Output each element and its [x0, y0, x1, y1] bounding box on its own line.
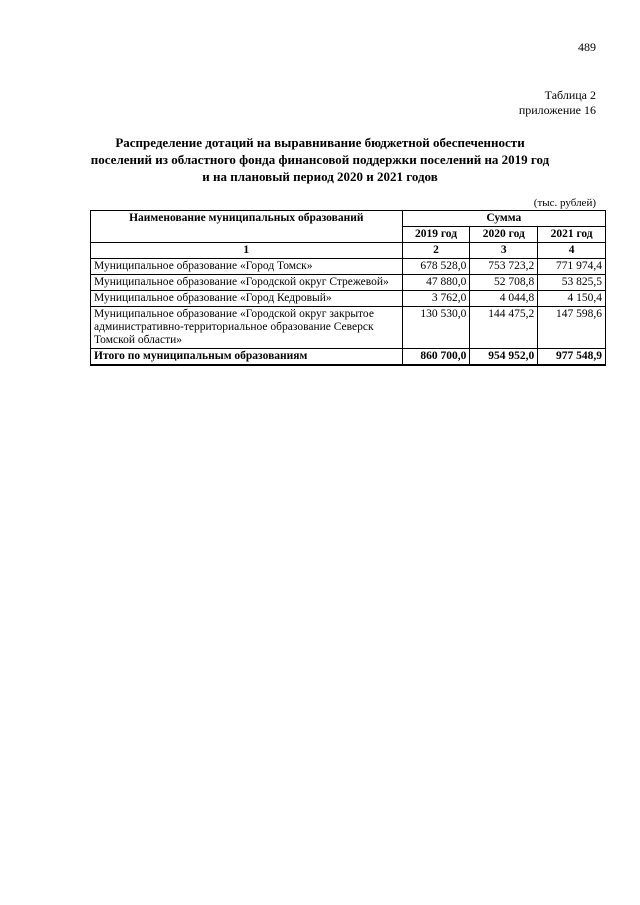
- value-2020: 4 044,8: [470, 291, 538, 307]
- title-line-1: Распределение дотаций на выравнивание бюджетной обеспеченности: [115, 135, 525, 150]
- value-2021: 4 150,4: [538, 291, 606, 307]
- table-row: [91, 275, 606, 291]
- header-name: Наименование муниципальных образований: [91, 211, 403, 243]
- value-2020: 144 475,2: [470, 307, 538, 349]
- value-2020: 753 723,2: [470, 259, 538, 275]
- appendix-label: приложение 16: [518, 103, 596, 117]
- total-row: [91, 349, 606, 366]
- subsidy-table: [90, 210, 606, 366]
- header-sum: Сумма: [402, 211, 605, 227]
- value-2021: 771 974,4: [538, 259, 606, 275]
- column-number: 2: [402, 243, 470, 259]
- total-2019: 860 700,0: [402, 349, 470, 366]
- table-row: [91, 307, 606, 349]
- year-2020: 2020 год: [470, 227, 538, 243]
- municipality-name: Муниципальное образование «Городской округ Стрежевой»: [91, 275, 403, 291]
- column-number: 4: [538, 243, 606, 259]
- title-line-3: и на плановый период 2020 и 2021 годов: [202, 169, 438, 184]
- page-number: 489: [578, 40, 596, 54]
- column-numbers-row: [91, 243, 606, 259]
- municipality-name: Муниципальное образование «Город Кедровый»: [91, 291, 403, 307]
- table-label: Таблица 2: [544, 88, 596, 102]
- table-row: [91, 291, 606, 307]
- value-2020: 52 708,8: [470, 275, 538, 291]
- document-title: [60, 134, 580, 185]
- value-2019: 3 762,0: [402, 291, 470, 307]
- header-row: [91, 211, 606, 227]
- value-2021: 53 825,5: [538, 275, 606, 291]
- municipality-name: Муниципальное образование «Город Томск»: [91, 259, 403, 275]
- total-2021: 977 548,9: [538, 349, 606, 366]
- column-number: 1: [91, 243, 403, 259]
- value-2019: 678 528,0: [402, 259, 470, 275]
- value-2019: 130 530,0: [402, 307, 470, 349]
- value-2021: 147 598,6: [538, 307, 606, 349]
- title-line-2: поселений из областного фонда финансовой поддержки поселений на 2019 год: [90, 152, 550, 167]
- year-2021: 2021 год: [538, 227, 606, 243]
- column-number: 3: [470, 243, 538, 259]
- value-2019: 47 880,0: [402, 275, 470, 291]
- total-2020: 954 952,0: [470, 349, 538, 366]
- table-row: [91, 259, 606, 275]
- units-note: (тыс. рублей): [533, 197, 596, 209]
- municipality-name: Муниципальное образование «Городской округ закрытое административно-территориальное образование Северск Томской области»: [91, 307, 403, 349]
- table-reference: [519, 88, 596, 118]
- total-label: Итого по муниципальным образованиям: [91, 349, 403, 366]
- year-2019: 2019 год: [402, 227, 470, 243]
